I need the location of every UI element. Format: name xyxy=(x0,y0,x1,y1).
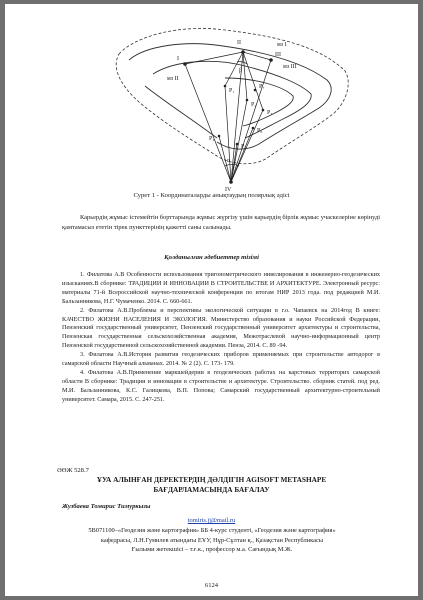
udc-code: ӘӨЖ 528.7 xyxy=(57,467,89,474)
references-list xyxy=(62,271,380,405)
article-title-line-1: ҰУА АЛЫНҒАН ДЕРЕКТЕРДІҢ ДӘЛДІГІН AGISOFT METASHAPE xyxy=(96,475,327,484)
document-page xyxy=(5,4,418,596)
point-label-p6: P₆ xyxy=(257,128,263,134)
wall-label-mz3: мз III xyxy=(283,64,297,70)
point-label-p3: P₃ xyxy=(267,110,273,116)
references-heading: Қолданылған әдебиеттер тізімі xyxy=(164,254,259,261)
author-name: Жузбаева Томирис Тимуркызы xyxy=(62,503,151,510)
wall-label-mz2: мз II xyxy=(167,76,179,82)
affiliation-line-3: Ғылыми жетекшісі – т.ғ.к., профессор м.а. Сағындық М.Ж. xyxy=(131,546,293,554)
wall-label-mz1: мз I xyxy=(277,42,287,48)
author-affiliation xyxy=(49,526,375,555)
station-label-3: III xyxy=(275,52,281,58)
author-email-link[interactable]: tomiris.jj@mail.ru xyxy=(187,517,236,524)
reference-item: 3. Филатова А.В.История развития геодезических приборов применяемых при строительстве автодорог в самарской области Научный альманах. 2014. № 2 (2). С. 173- 179. xyxy=(62,351,380,368)
figure-caption: Сурет 1 - Координаталарды анықтаудың полярлық әдісі xyxy=(133,192,290,199)
pit-contour-lower xyxy=(145,86,217,138)
station-label-1: I xyxy=(177,56,179,62)
reference-item: 2. Филатова А.В.Проблемы и перспективы экологической ситуации в г.о. Чапаевск на 2014год В книге: КАЧЕСТВО ЖИЗНИ НАСЕЛЕНИЯ И ЭКОЛОГИЯ. Министерство образования и науки Российской Федерации, Пензенский государственный университет, Пензенский государственный университет архитектуры и строительства, Пензенская государственная сельскохозяйственная академия, Межотраслевой научно-информационный центр Пензенской государственной сельскохозяйственной академии. Пенза, 2014. С. 89 -94. xyxy=(62,306,380,350)
point-label-p4: P₄ xyxy=(209,136,215,142)
station-label-4: IV xyxy=(225,187,232,191)
article-title-line-2: БАҒДАРЛАМАСЫНДА БАҒАЛАУ xyxy=(153,484,270,494)
angle-label-beta: β xyxy=(239,68,243,74)
polar-method-diagram xyxy=(105,16,355,191)
affiliation-line-2: кафедрасы, Л.Н.Гумилев атындағы ЕҰУ, Нұр-Сұлтан қ., Қазақстан Республикасы xyxy=(100,536,324,544)
affiliation-line-1: 5В071100–«Геодезия және картография» ББ 4-курс студенті, «Геодезия және картография» xyxy=(88,527,336,534)
article-title xyxy=(5,475,418,494)
point-label-p2: P₂ xyxy=(251,102,257,108)
reference-item: 4. Филатова А.В.Применение маркшейдерии в геодезических работах на карстовых территорих самарской области В сборнике: Традиции и инновации в строительстве и архитектуре. Строительство. сборник статей. под ред. М.И. Бальзанникова, К.С. Галицкова, В.П. Попова; Самарский государственный архитектурно-строительный университет. Самара, 2015. С. 247-251. xyxy=(62,368,380,403)
body-paragraph: Карьердің жұмыс істемейтін борттарында жұмыс жүргізу үшін карьердің бірлік жұмыс учаскелеріне көрінуді қамтамасыз ететін тірек пункттерінің қажетті саны салынады. xyxy=(62,214,380,231)
point-label-p7: P₇ xyxy=(259,84,265,90)
point-label-p1: P₁ xyxy=(229,88,235,94)
station-label-2: II xyxy=(237,40,241,46)
reference-item: 1. Филатова А.В Особенности использования тригонометрического нивелирования в инженерно-геодезических изысканиях.В сборнике: ТРАДИЦИИ И ИННОВАЦИИ В СТРОИТЕЛЬСТВЕ И АРХИТЕКТУРЕ. Электронный ресурс: материалы 71-й Всероссийской научно-технической конференции по итогам НИР 2013 года. под редакцией М.И. Бальзанникова, Н.Г. Чумаченко. 2014. С. 660-661. xyxy=(62,271,380,305)
point-label-p5: P₅ xyxy=(241,144,247,150)
angle-label-alpha: α xyxy=(227,158,231,164)
page-number: 6124 xyxy=(204,582,219,589)
